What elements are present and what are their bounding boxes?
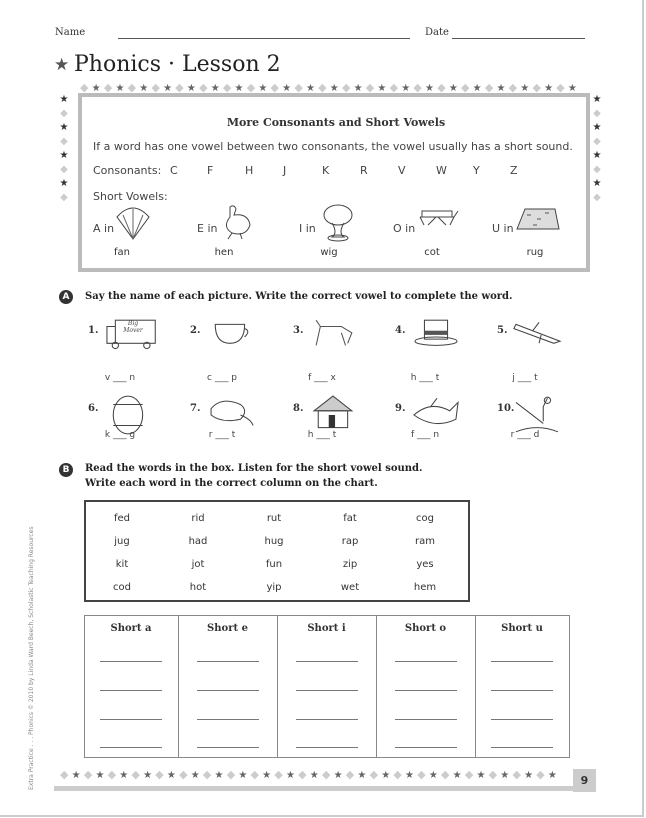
word-blank[interactable]: f ___ n bbox=[410, 430, 440, 440]
word-box-word: jug bbox=[114, 536, 130, 547]
example-label: O in bbox=[393, 222, 416, 235]
answer-line[interactable] bbox=[296, 661, 358, 662]
item-number: 3. bbox=[293, 325, 304, 336]
star-border-right: ★ ◆ ★ ◆ ★ ◆ ★ ◆ bbox=[592, 94, 602, 203]
star-icon: ★ bbox=[54, 55, 70, 75]
date-field[interactable] bbox=[452, 38, 585, 39]
item-number: 2. bbox=[190, 325, 201, 336]
chart-column-divider bbox=[277, 615, 278, 757]
consonant-letter: Y bbox=[473, 164, 480, 177]
answer-line[interactable] bbox=[197, 690, 259, 691]
word-box-word: yes bbox=[416, 559, 434, 570]
section-a-instruction: Say the name of each picture. Write the correct vowel to complete the word. bbox=[85, 291, 513, 302]
consonant-letter: R bbox=[360, 164, 368, 177]
answer-line[interactable] bbox=[395, 661, 457, 662]
short-vowels-label: Short Vowels: bbox=[93, 190, 168, 203]
cot-icon bbox=[418, 203, 464, 247]
answer-line[interactable] bbox=[491, 690, 553, 691]
word-box-word: fed bbox=[113, 513, 131, 524]
picture-2 bbox=[204, 316, 258, 362]
name-label: Name bbox=[55, 27, 86, 38]
section-b-instruction-1: Read the words in the box. Listen for the short vowel sound. bbox=[85, 463, 423, 474]
chart-column-divider bbox=[475, 615, 476, 757]
item-number: 4. bbox=[395, 325, 406, 336]
consonant-letter: Z bbox=[510, 164, 518, 177]
example-word: hen bbox=[214, 247, 234, 258]
word-box-word: fat bbox=[343, 513, 357, 524]
answer-line[interactable] bbox=[395, 690, 457, 691]
item-number: 5. bbox=[497, 325, 508, 336]
word-box-word: had bbox=[188, 536, 208, 547]
answer-line[interactable] bbox=[100, 747, 162, 748]
answer-line[interactable] bbox=[296, 747, 358, 748]
item-number: 9. bbox=[395, 403, 406, 414]
section-b-instruction-2: Write each word in the correct column on the chart. bbox=[85, 478, 378, 489]
word-box-word: cod bbox=[113, 582, 131, 593]
footer-bar bbox=[54, 786, 573, 791]
word-box-word: hem bbox=[413, 582, 437, 593]
consonant-letter: K bbox=[322, 164, 330, 177]
word-box-word: rut bbox=[266, 513, 282, 524]
consonants-label: Consonants: bbox=[93, 164, 162, 177]
word-blank[interactable]: k ___ g bbox=[104, 430, 136, 440]
chart-column-header: Short u bbox=[501, 623, 543, 634]
star-border-bottom: ◆ ★ ◆ ★ ◆ ★ ◆ ★ ◆ ★ ◆ ★ ◆ ★ ◆ ★ ◆ ★ ◆ ★ ◆ ★ ◆ ★ ◆ ★ ◆ ★ ◆ ★ ◆ ★ ◆ ★ ◆ ★ ◆ ★ ◆ ★ ◆ ★ bbox=[60, 768, 557, 781]
word-box-word: hot bbox=[189, 582, 207, 593]
name-field[interactable] bbox=[118, 38, 410, 39]
word-blank[interactable]: h ___ t bbox=[307, 430, 337, 440]
chart-column-header: Short o bbox=[404, 623, 447, 634]
word-box-word: cog bbox=[416, 513, 434, 524]
example-word: wig bbox=[320, 247, 338, 258]
consonant-letter: W bbox=[436, 164, 447, 177]
page-number: 9 bbox=[573, 769, 596, 792]
consonant-letter: V bbox=[398, 164, 406, 177]
word-blank[interactable]: f ___ x bbox=[308, 373, 336, 383]
word-box-word: fun bbox=[265, 559, 283, 570]
word-blank[interactable]: c ___ p bbox=[207, 373, 237, 383]
vowel-chart bbox=[84, 615, 570, 758]
rule-text: If a word has one vowel between two consonants, the vowel usually has a short sound. bbox=[93, 140, 573, 153]
page-title: Phonics · Lesson 2 bbox=[74, 52, 281, 77]
word-box-word: rid bbox=[191, 513, 205, 524]
item-number: 6. bbox=[88, 403, 99, 414]
example-label: E in bbox=[197, 222, 218, 235]
answer-line[interactable] bbox=[491, 661, 553, 662]
section-a-badge: A bbox=[59, 290, 73, 304]
consonant-letter: J bbox=[283, 164, 287, 177]
date-label: Date bbox=[425, 27, 449, 38]
star-border-left: ★ ◆ ★ ◆ ★ ◆ ★ ◆ bbox=[59, 94, 69, 203]
section-b-badge: B bbox=[59, 463, 73, 477]
example-word: fan bbox=[114, 247, 130, 258]
truck-lettering: Big Mover bbox=[123, 320, 143, 334]
word-blank[interactable]: r ___ d bbox=[510, 430, 540, 440]
chart-column-header: Short e bbox=[207, 623, 248, 634]
example-word: rug bbox=[526, 247, 544, 258]
word-blank[interactable]: r ___ t bbox=[208, 430, 236, 440]
consonant-letter: C bbox=[170, 164, 178, 177]
answer-line[interactable] bbox=[491, 719, 553, 720]
answer-line[interactable] bbox=[100, 661, 162, 662]
answer-line[interactable] bbox=[395, 719, 457, 720]
hen-icon bbox=[218, 203, 264, 247]
example-label: A in bbox=[93, 222, 115, 235]
word-box-word: yip bbox=[266, 582, 282, 593]
word-box-word: rap bbox=[341, 536, 359, 547]
item-number: 1. bbox=[88, 325, 99, 336]
example-word: cot bbox=[424, 247, 440, 258]
word-box-word: wet bbox=[340, 582, 360, 593]
word-blank[interactable]: j ___ t bbox=[512, 373, 538, 383]
item-number: 10. bbox=[497, 403, 515, 414]
answer-line[interactable] bbox=[100, 719, 162, 720]
word-box-word: ram bbox=[415, 536, 435, 547]
answer-line[interactable] bbox=[100, 690, 162, 691]
picture-4 bbox=[409, 316, 463, 362]
chart-column-divider bbox=[376, 615, 377, 757]
rug-icon bbox=[515, 203, 561, 247]
fan-icon bbox=[113, 203, 159, 247]
rule-box-title: More Consonants and Short Vowels bbox=[226, 116, 446, 129]
word-blank[interactable]: h ___ t bbox=[410, 373, 440, 383]
chart-column-header: Short i bbox=[307, 623, 346, 634]
chart-column-divider bbox=[178, 615, 179, 757]
consonant-letter: H bbox=[245, 164, 254, 177]
word-box-word: zip bbox=[342, 559, 358, 570]
picture-3 bbox=[307, 316, 361, 362]
example-label: U in bbox=[492, 222, 514, 235]
answer-line[interactable] bbox=[197, 661, 259, 662]
answer-line[interactable] bbox=[296, 690, 358, 691]
example-label: I in bbox=[299, 222, 316, 235]
star-border-top: ◆ ★ ◆ ★ ◆ ★ ◆ ★ ◆ ★ ◆ ★ ◆ ★ ◆ ★ ◆ ★ ◆ ★ ◆ ★ ◆ ★ ◆ ★ ◆ ★ ◆ ★ ◆ ★ ◆ ★ ◆ ★ ◆ ★ ◆ ★ ◆ ★ bbox=[80, 81, 577, 94]
word-box-word: hug bbox=[264, 536, 284, 547]
wig-icon bbox=[318, 203, 364, 247]
answer-line[interactable] bbox=[395, 747, 457, 748]
answer-line[interactable] bbox=[491, 747, 553, 748]
copyright-credit: Extra Practice . . . Phonics © 2010 by Linda Ward Beech, Scholastic Teaching Resources bbox=[28, 526, 35, 790]
item-number: 8. bbox=[293, 403, 304, 414]
word-blank[interactable]: v ___ n bbox=[104, 373, 136, 383]
chart-column-header: Short a bbox=[110, 623, 152, 634]
picture-5 bbox=[511, 316, 565, 362]
answer-line[interactable] bbox=[296, 719, 358, 720]
answer-line[interactable] bbox=[197, 719, 259, 720]
word-box-word: kit bbox=[115, 559, 129, 570]
word-box-word: jot bbox=[191, 559, 205, 570]
item-number: 7. bbox=[190, 403, 201, 414]
consonant-letter: F bbox=[207, 164, 214, 177]
answer-line[interactable] bbox=[197, 747, 259, 748]
